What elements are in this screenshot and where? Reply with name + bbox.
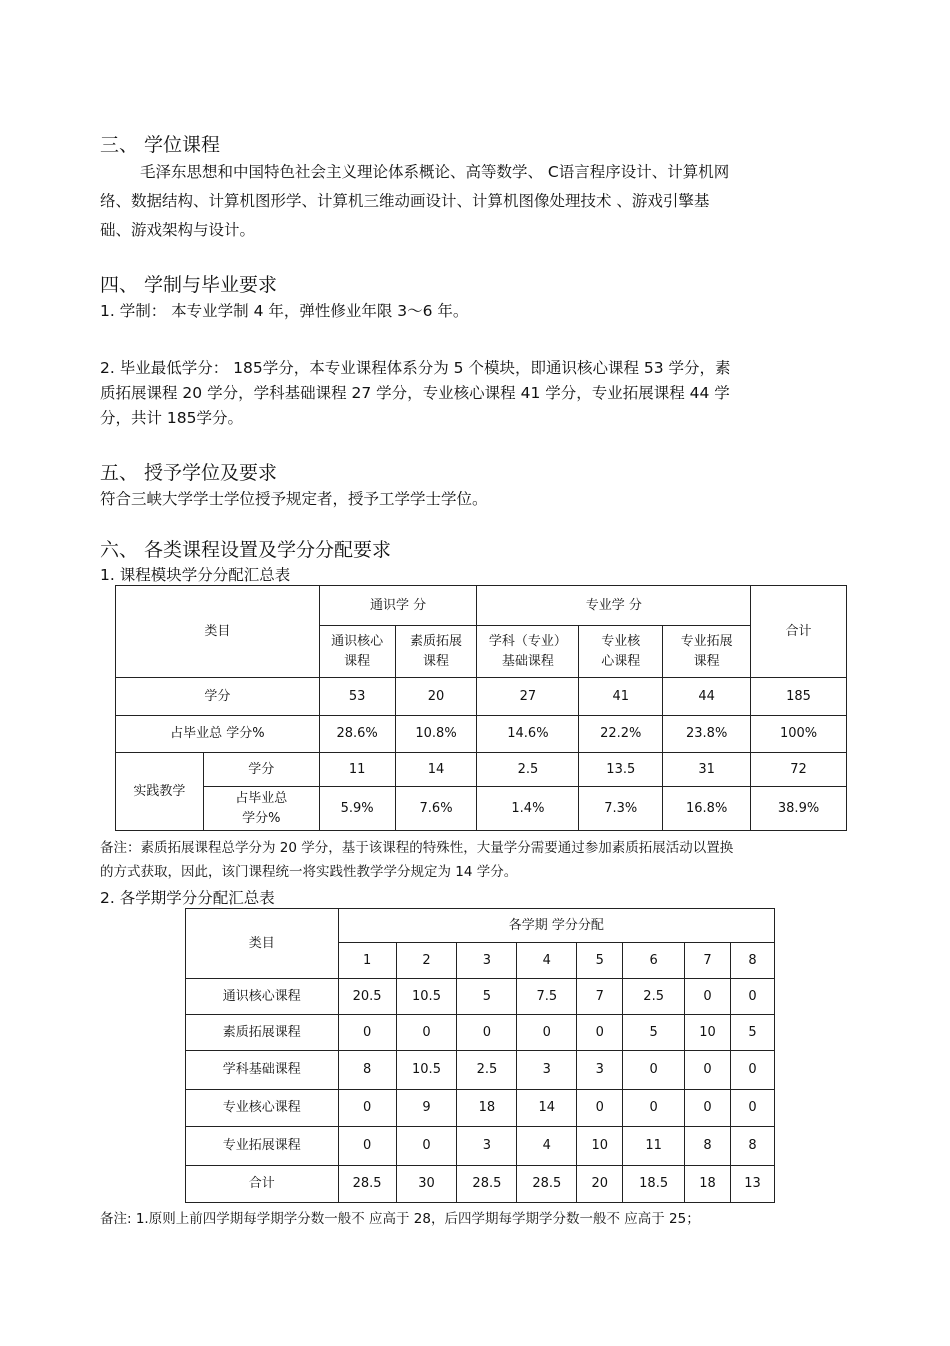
table2-cell: 30 xyxy=(396,1166,457,1203)
table2-cell: 18.5 xyxy=(623,1166,685,1203)
table2-cell: 13 xyxy=(731,1166,775,1203)
table1-cell: 72 xyxy=(751,753,847,787)
table1-cell: 31 xyxy=(663,753,751,787)
table2-cell: 28.5 xyxy=(517,1166,577,1203)
table2-row xyxy=(186,1090,775,1127)
table1-cell: 14.6% xyxy=(477,716,579,753)
schooling-years: 1. 学制： 本专业学制 4 年，弹性修业年限 3～6 年。 xyxy=(100,302,469,320)
table2-cell: 8 xyxy=(685,1127,731,1166)
table2-cell: 11 xyxy=(623,1127,685,1166)
table2-row-label: 通识核心课程 xyxy=(186,979,339,1015)
table2-note: 备注: 1.原则上前四学期每学期学分数一般不 应高于 28，后四学期每学期学分数一般不 应高于 25； xyxy=(100,1211,700,1227)
table2-cell: 0 xyxy=(623,1051,685,1090)
table2-cell: 0 xyxy=(685,1051,731,1090)
table2-row-label: 合计 xyxy=(186,1166,339,1203)
table2-row xyxy=(186,979,775,1015)
degree-award-text: 符合三峡大学学士学位授予规定者，授予工学学士学位。 xyxy=(100,490,488,508)
table2-cell: 2.5 xyxy=(623,979,685,1015)
table1-cell: 16.8% xyxy=(663,787,751,831)
table2-cell: 28.5 xyxy=(457,1166,517,1203)
table2-cell: 28.5 xyxy=(338,1166,396,1203)
table1-cell: 1.4% xyxy=(477,787,579,831)
table1-note-line2: 的方式获取，因此，该门课程统一将实践性教学学分规定为 14 学分。 xyxy=(100,864,518,880)
table2-cell: 0 xyxy=(731,1051,775,1090)
section3-heading: 三、 学位课程 xyxy=(100,134,221,156)
table1-cell: 185 xyxy=(751,678,847,716)
table1-credit-label: 学分 xyxy=(116,678,320,716)
table2-cell: 0 xyxy=(338,1090,396,1127)
table2-semester-number: 4 xyxy=(517,943,577,979)
table2-cell: 0 xyxy=(396,1015,457,1051)
table1-cell: 23.8% xyxy=(663,716,751,753)
table2-cell: 4 xyxy=(517,1127,577,1166)
table1-cell: 27 xyxy=(477,678,579,716)
table2-semester-number: 2 xyxy=(396,943,457,979)
table2-body xyxy=(186,979,775,1203)
table2-cell: 0 xyxy=(457,1015,517,1051)
table1-cell: 53 xyxy=(319,678,395,716)
min-credits-line1: 2. 毕业最低学分： 185学分，本专业课程体系分为 5 个模块，即通识核心课程 53 学分，素 xyxy=(100,359,731,377)
table2-cell: 3 xyxy=(517,1051,577,1090)
table2-row-label: 素质拓展课程 xyxy=(186,1015,339,1051)
section4-heading: 四、 学制与毕业要求 xyxy=(100,274,278,296)
table1-cell: 10.8% xyxy=(395,716,477,753)
table2-cell: 8 xyxy=(338,1051,396,1090)
table2-semester-number: 7 xyxy=(685,943,731,979)
table1-total-header: 合计 xyxy=(751,586,847,678)
table1-practice-label: 实践教学 xyxy=(116,753,204,831)
table2-cell: 5 xyxy=(623,1015,685,1051)
table2-cell: 0 xyxy=(685,1090,731,1127)
table2-row-label: 专业核心课程 xyxy=(186,1090,339,1127)
table2-cell: 5 xyxy=(457,979,517,1015)
table2-cell: 10.5 xyxy=(396,979,457,1015)
table2-cell: 9 xyxy=(396,1090,457,1127)
table2-cell: 18 xyxy=(685,1166,731,1203)
table1-cell: 13.5 xyxy=(579,753,663,787)
table2-cell: 10.5 xyxy=(396,1051,457,1090)
table2-cell: 0 xyxy=(396,1127,457,1166)
table2-row xyxy=(186,1015,775,1051)
table1-cell: 5.9% xyxy=(319,787,395,831)
table1-general-header: 通识学 分 xyxy=(319,586,477,626)
table2-cell: 0 xyxy=(685,979,731,1015)
table2-cell: 0 xyxy=(577,1015,623,1051)
table2-title: 2. 各学期学分分配汇总表 xyxy=(100,889,275,907)
table1-cell: 22.2% xyxy=(579,716,663,753)
table2-row xyxy=(186,1166,775,1203)
table2-row xyxy=(186,1127,775,1166)
table2-category-header: 类目 xyxy=(186,909,339,979)
table2-cell: 0 xyxy=(623,1090,685,1127)
table1-sub-header: 专业核心课程 xyxy=(579,626,663,678)
section6-heading: 六、 各类课程设置及学分分配要求 xyxy=(100,539,392,561)
table2-cell: 18 xyxy=(457,1090,517,1127)
table2-cell: 3 xyxy=(577,1051,623,1090)
table1-sub-header: 专业拓展课程 xyxy=(663,626,751,678)
table2-row-label: 学科基础课程 xyxy=(186,1051,339,1090)
table2-semester-number: 3 xyxy=(457,943,517,979)
table2-cell: 0 xyxy=(338,1127,396,1166)
table2-cell: 0 xyxy=(731,979,775,1015)
table2-semester-number: 6 xyxy=(623,943,685,979)
table1-cell: 20 xyxy=(395,678,477,716)
table1-cell: 11 xyxy=(319,753,395,787)
table2-cell: 7.5 xyxy=(517,979,577,1015)
table2-cell: 3 xyxy=(457,1127,517,1166)
table1-practice-pct-label: 占毕业总学分% xyxy=(203,787,319,831)
table1-title: 1. 课程模块学分分配汇总表 xyxy=(100,566,291,584)
table1-sub-header: 素质拓展课程 xyxy=(395,626,477,678)
table1-cell: 7.3% xyxy=(579,787,663,831)
degree-courses-line3: 础、游戏架构与设计。 xyxy=(100,221,256,239)
table1-cell: 100% xyxy=(751,716,847,753)
table2-semester-number: 8 xyxy=(731,943,775,979)
table1-cell: 2.5 xyxy=(477,753,579,787)
table1-pct-label: 占毕业总 学分% xyxy=(116,716,320,753)
degree-courses-line2: 络、数据结构、计算机图形学、计算机三维动画设计、计算机图像处理技术 、游戏引擎基 xyxy=(100,192,710,210)
table2-row-label: 专业拓展课程 xyxy=(186,1127,339,1166)
table1-note-line1: 备注：素质拓展课程总学分为 20 学分，基于该课程的特殊性，大量学分需要通过参加素质拓展活动以置换 xyxy=(100,840,734,856)
table2-semester-header: 各学期 学分分配 xyxy=(338,909,774,943)
table2-cell: 0 xyxy=(338,1015,396,1051)
table2-cell: 0 xyxy=(731,1090,775,1127)
table1-cell: 14 xyxy=(395,753,477,787)
min-credits-line2: 质拓展课程 20 学分，学科基础课程 27 学分，专业核心课程 41 学分，专业拓展课程 44 学 xyxy=(100,384,730,402)
table2-cell: 0 xyxy=(517,1015,577,1051)
table2-semester-number: 5 xyxy=(577,943,623,979)
table1-practice-credit-label: 学分 xyxy=(203,753,319,787)
table1-cell: 28.6% xyxy=(319,716,395,753)
table1-major-header: 专业学 分 xyxy=(477,586,751,626)
credit-module-table xyxy=(115,585,847,831)
table1-cell: 41 xyxy=(579,678,663,716)
table1-cell: 7.6% xyxy=(395,787,477,831)
table2-cell: 7 xyxy=(577,979,623,1015)
table2-cell: 20 xyxy=(577,1166,623,1203)
table2-cell: 5 xyxy=(731,1015,775,1051)
table1-sub-header: 学科（专业）基础课程 xyxy=(477,626,579,678)
table1-sub-header: 通识核心课程 xyxy=(319,626,395,678)
table2-cell: 2.5 xyxy=(457,1051,517,1090)
table1-cell: 44 xyxy=(663,678,751,716)
table2-row xyxy=(186,1051,775,1090)
table2-cell: 10 xyxy=(685,1015,731,1051)
table1-category-header: 类目 xyxy=(116,586,320,678)
min-credits-line3: 分，共计 185学分。 xyxy=(100,409,244,427)
table1-cell: 38.9% xyxy=(751,787,847,831)
section5-heading: 五、 授予学位及要求 xyxy=(100,462,278,484)
table2-cell: 0 xyxy=(577,1090,623,1127)
table2-cell: 10 xyxy=(577,1127,623,1166)
table2-cell: 8 xyxy=(731,1127,775,1166)
table2-semester-number: 1 xyxy=(338,943,396,979)
table2-cell: 14 xyxy=(517,1090,577,1127)
table2-cell: 20.5 xyxy=(338,979,396,1015)
semester-credit-table xyxy=(185,908,775,1203)
degree-courses-line1: 毛泽东思想和中国特色社会主义理论体系概论、高等数学、 C语言程序设计、计算机网 xyxy=(140,163,730,181)
